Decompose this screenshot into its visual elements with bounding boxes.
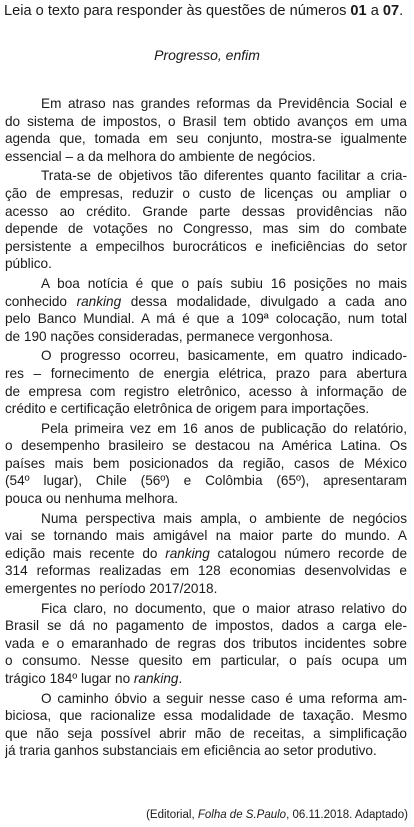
- text-line: edição mais recente do ranking catalogou número recorde de: [5, 545, 407, 561]
- text-line: essencial – a da melhora do ambiente de negócios.: [5, 148, 316, 164]
- text-line: Brasil se dá no pagamento de impostos, dados a carga ele-: [5, 618, 407, 634]
- text-line: o desempenho brasileiro se destacou na América Latina. Os: [5, 438, 407, 454]
- source-suffix: , 06.11.2018. Adaptado): [286, 809, 408, 821]
- text-line: depende de votações no Congresso, mas sim do combate: [5, 221, 407, 237]
- instruction-line: [4, 2, 403, 20]
- text-line: 314 reformas realizadas em 128 economias desenvolvidas e: [5, 563, 407, 579]
- text-line: ção de empresas, reduzir o custo de licenças ou ampliar o: [5, 185, 407, 201]
- paragraph: [5, 167, 407, 273]
- text-line: crédito e certificação eletrônica de origem para importações.: [5, 401, 370, 417]
- text-line: de empresa com registro eletrônico, acesso à informação de: [5, 383, 407, 399]
- instruction-suffix: .: [399, 3, 404, 19]
- text-line: público.: [5, 256, 52, 272]
- italic-term: ranking: [165, 545, 210, 561]
- text-body: [5, 95, 407, 762]
- paragraph: [5, 347, 407, 417]
- text-line: O caminho óbvio a seguir nesse caso é uma reforma am-: [41, 690, 407, 706]
- instruction-connector: a: [366, 3, 383, 19]
- text-line: biciosa, que racionalize essa modalidade de taxação. Mesmo: [5, 708, 407, 724]
- text-line: (54º lugar), Chile (56º) e Colômbia (65º), apresentaram: [5, 473, 407, 489]
- text-line: A boa notícia é que o país subiu 16 posições no mais: [41, 275, 407, 291]
- text-line: pelo Banco Mundial. A má é que a 109ª colocação, num total: [5, 311, 407, 327]
- text-line: países mais bem posicionados da região, casos de México: [5, 455, 407, 471]
- paragraph: [5, 690, 407, 760]
- paragraph: [5, 510, 407, 598]
- text-line: conhecido ranking dessa modalidade, divulgado a cada ano: [5, 293, 407, 309]
- text-line: Numa perspectiva mais ampla, o ambiente de negócios: [41, 510, 407, 526]
- text-line: de 190 nações consideradas, permanece vergonhosa.: [5, 328, 333, 344]
- text-line: Trata-se de objetivos tão diferentes quanto facilitar a cria-: [41, 168, 407, 184]
- text-line: Pela primeira vez em 16 anos de publicação do relatório,: [41, 420, 407, 436]
- source-publication: Folha de S.Paulo: [197, 809, 287, 821]
- text-line: Em atraso nas grandes reformas da Previdência Social e: [41, 96, 407, 111]
- source-citation: [146, 808, 408, 822]
- paragraph: [5, 95, 407, 165]
- italic-term: ranking: [76, 293, 122, 309]
- italic-term: ranking: [133, 671, 179, 686]
- text-line: já traria ganhos substanciais em eficiência ao setor produtivo.: [5, 743, 377, 759]
- text-line: o consumo. Nesse quesito em particular, o país ocupa um: [5, 653, 407, 669]
- paragraph: [5, 600, 407, 688]
- paragraph: [5, 420, 407, 508]
- text-line: trágico 184º lugar no ranking.: [5, 671, 183, 686]
- text-line: emergentes no período 2017/2018.: [5, 581, 218, 597]
- text-line: do sistema de impostos, o Brasil tem obtido avanços em uma: [5, 113, 407, 129]
- text-line: O progresso ocorreu, basicamente, em quatro indicado-: [41, 348, 407, 364]
- instruction-text: Leia o texto para responder às questões de números: [4, 3, 351, 19]
- text-line: res – fornecimento de energia elétrica, prazo para abertura: [5, 365, 407, 381]
- paragraph: [5, 275, 407, 345]
- question-start-number: 01: [350, 3, 367, 19]
- text-line: vada e o emaranhado de regras dos tributos incidentes sobre: [5, 635, 407, 651]
- text-line: pouca ou nenhuma melhora.: [5, 491, 179, 507]
- text-title: Progresso, enfim: [154, 47, 260, 63]
- text-line: que não seja possível abrir mão de receitas, a simplificação: [5, 725, 407, 741]
- question-end-number: 07: [382, 3, 400, 19]
- text-line: persistente a empecilhos burocráticos e ineficiências do setor: [5, 238, 407, 254]
- text-line: agenda que, tomada em seu conjunto, mostra-se igualmente: [5, 131, 407, 147]
- source-prefix: (Editorial,: [146, 809, 198, 821]
- text-line: acesso ao crédito. Grande parte dessas providências não: [5, 203, 407, 219]
- text-line: Fica claro, no documento, que o maior atraso relativo do: [41, 600, 407, 616]
- text-line: vai se tornando mais amigável na maior parte do mundo. A: [5, 528, 407, 544]
